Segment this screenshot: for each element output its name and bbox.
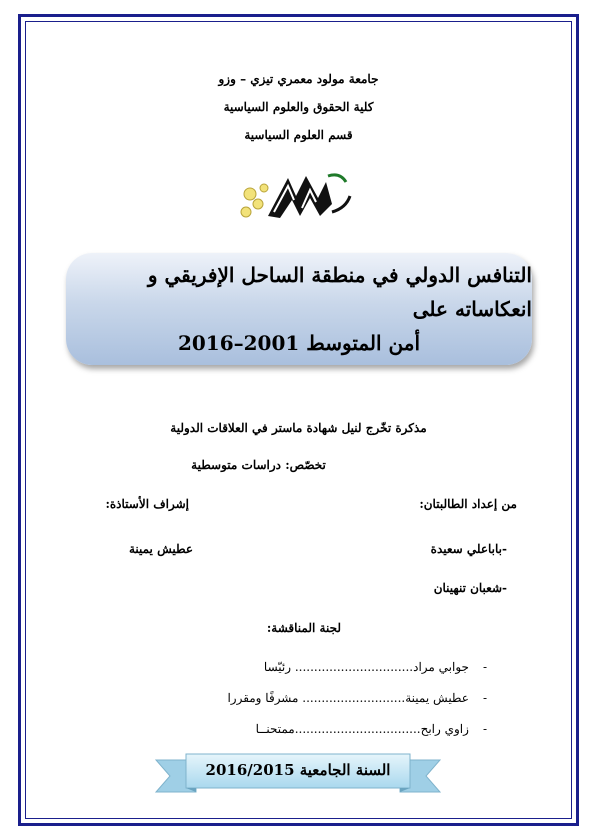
committee-member-text: عطيش يمينة........................... مشرفًا ومقررا [227, 691, 469, 705]
thesis-title-box [66, 253, 532, 365]
list-dash: - [482, 722, 487, 736]
specialty-line: تخصّص: دراسات متوسطية [191, 458, 326, 472]
memo-line: مذكرة تخّرج لنيل شهادة ماستر في العلاقات الدولية [170, 421, 427, 435]
committee-member [256, 722, 487, 736]
authors-label: من إعداد الطالبتان: [419, 497, 517, 511]
author-name-2: -شعبان تنهينان [433, 581, 507, 595]
title-line-2: أمن المتوسط 2001–2016 [177, 331, 421, 355]
committee-member-text: زاوي رابح.................................ممتحنــا [255, 722, 469, 736]
list-dash: - [482, 660, 487, 674]
supervisor-label: إشراف الأستاذة: [105, 497, 189, 511]
university-logo [236, 168, 356, 226]
committee-member [264, 660, 487, 674]
list-dash: - [482, 691, 487, 705]
title-line-1: التنافس الدولي في منطقة الساحل الإفريقي و انعكاساته على [147, 263, 532, 321]
supervisor-name: عطيش يمينة [128, 542, 193, 556]
committee-label: لجنة المناقشة: [266, 621, 341, 635]
author-name-1: -باباعلي سعيدة [430, 542, 507, 556]
committee-member-text: جوابي مراد............................... رئيّسا [263, 660, 469, 674]
department-name: قسم العلوم السياسية [244, 128, 353, 142]
faculty-name: كلية الحقوق والعلوم السياسية [223, 100, 374, 114]
university-name: جامعة مولود معمري تيزي – وزو [218, 72, 379, 86]
committee-member [227, 691, 487, 705]
academic-year: السنة الجامعية 2016/2015 [205, 761, 391, 779]
